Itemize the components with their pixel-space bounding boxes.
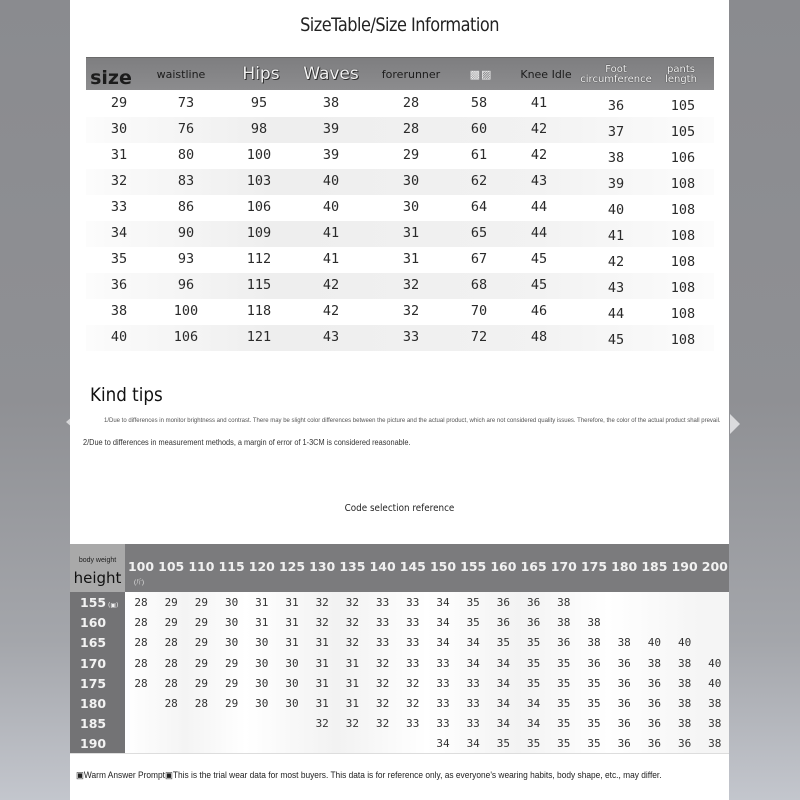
table-cell: 73 [177,95,195,111]
table-corner-label [70,544,125,592]
size-table-header-cell: Foot circumference [580,63,652,85]
table-row [86,91,714,117]
table-cell: 45 [530,277,548,293]
grid-cell: 32 [375,656,390,670]
size-table-header-cell: waistline [156,68,206,81]
code-grid [125,592,729,753]
grid-cell: 35 [526,636,541,650]
grid-cell: 28 [134,676,148,690]
grid-cell: 34 [466,636,480,650]
size-table-header-cell: size [90,67,132,89]
weight-header-cell: 105 [158,559,185,574]
grid-cell: 36 [496,616,511,630]
height-unit-label: (▣) [106,602,119,609]
table-row [86,117,714,143]
table-cell: 30 [110,121,128,137]
grid-cell: 29 [194,616,209,630]
table-cell: 39 [607,176,625,192]
grid-cell: 38 [617,636,631,650]
table-cell: 106 [246,199,272,215]
grid-cell: 34 [436,596,450,609]
grid-cell: 28 [164,636,178,650]
table-cell: 106 [173,329,199,345]
table-cell: 32 [110,173,128,189]
grid-cell: 36 [557,636,571,650]
height-value: 175 [80,675,107,691]
weight-header-cell: 175 [580,559,608,574]
right-arrow-decoration [730,414,740,434]
grid-cell: 34 [436,636,450,650]
grid-cell: 31 [315,656,329,670]
grid-cell: 28 [134,596,148,609]
table-cell: 44 [530,225,548,241]
grid-cell: 40 [708,656,722,670]
grid-cell: 29 [164,596,178,609]
weight-header-cell: 170 [550,559,577,574]
table-cell: 32 [402,303,420,319]
table-cell: 64 [470,199,488,215]
grid-cell: 28 [164,656,178,670]
weight-unit-label: (斤) [134,580,144,586]
grid-cell: 29 [194,676,209,690]
weight-header-cell: 140 [369,559,396,574]
grid-cell: 28 [164,676,178,690]
table-cell: 42 [530,147,548,163]
warm-answer-prompt: ▣Warm Answer Prompt▣This is the trial wear data for most buyers. This data is for reference only, as everyone's wearing habits, body shape, etc., may differ. [76,770,662,780]
grid-cell: 32 [375,676,390,690]
grid-cell: 33 [466,717,480,731]
table-row [86,273,714,299]
body-weight-label: body weight [78,557,117,564]
grid-cell: 38 [677,697,692,710]
grid-cell: 38 [677,676,692,690]
table-cell: 67 [470,251,488,267]
grid-cell: 38 [557,616,571,630]
grid-cell: 38 [708,717,722,731]
grid-cell: 29 [194,636,209,650]
page-title: SizeTable/Size Information [300,14,499,36]
grid-cell: 38 [587,636,601,650]
grid-cell: 32 [345,616,360,630]
grid-cell: 36 [617,697,631,710]
table-cell: 33 [110,199,128,215]
weight-header-cell: 180 [611,559,638,574]
table-row [86,247,714,273]
table-cell: 41 [607,228,625,244]
height-row-label [80,595,120,610]
grid-cell: 33 [406,717,420,731]
height-row-label [80,656,120,671]
grid-cell: 29 [194,596,209,609]
grid-cell: 35 [466,616,480,630]
grid-cell: 33 [466,676,480,690]
grid-cell: 33 [406,656,420,670]
size-table-header [86,57,714,90]
grid-cell: 36 [617,737,631,751]
grid-cell: 38 [708,697,722,710]
table-cell: 28 [402,121,420,137]
grid-cell: 31 [255,596,269,609]
grid-cell: 36 [677,737,692,751]
table-cell: 41 [530,95,548,111]
grid-cell: 31 [285,636,299,650]
grid-cell: 36 [617,717,631,731]
grid-cell: 34 [466,656,480,670]
table-cell: 68 [470,277,488,293]
table-cell: 93 [177,251,195,267]
weight-header-cell: 155 [460,559,487,574]
grid-cell: 32 [315,596,329,609]
table-row [86,195,714,221]
grid-cell: 30 [285,676,299,690]
grid-cell: 31 [285,596,299,609]
table-cell: 95 [250,95,268,111]
height-row-label [80,615,120,630]
table-cell: 31 [110,147,128,163]
grid-cell: 33 [436,676,450,690]
weight-header-cell: 110 [188,559,215,574]
table-cell: 35 [110,251,128,267]
table-cell: 40 [322,199,340,215]
height-row-label [80,635,120,650]
grid-cell: 38 [587,616,601,630]
table-cell: 121 [246,329,272,345]
weight-header-cell: 125 [278,559,306,574]
grid-cell: 32 [315,717,329,731]
table-cell: 90 [177,225,195,241]
grid-cell: 28 [194,697,209,710]
grid-cell: 30 [255,636,269,650]
grid-cell: 35 [587,697,601,710]
table-cell: 33 [402,329,420,345]
height-value: 185 [80,716,107,732]
size-table-header-cell: Hips [242,64,280,84]
table-cell: 61 [470,147,488,163]
grid-cell: 36 [526,616,541,630]
table-cell: 40 [322,173,340,189]
table-cell: 106 [670,150,696,166]
tip-2: 2/Due to differences in measurement methods, a margin of error of 1-3CM is considered reasonable. [83,438,411,447]
grid-cell: 33 [436,656,450,670]
grid-cell: 36 [617,656,631,670]
height-row-label [80,716,120,731]
grid-cell: 40 [647,636,662,650]
table-cell: 32 [402,277,420,293]
grid-cell: 32 [345,596,360,609]
grid-cell: 35 [526,676,541,690]
grid-cell: 35 [557,717,571,731]
table-cell: 44 [607,306,625,322]
height-column [70,592,125,753]
grid-cell: 34 [496,676,511,690]
grid-cell: 35 [587,737,601,751]
table-cell: 105 [670,98,696,114]
table-cell: 83 [177,173,195,189]
weight-header-cell: 160 [490,559,517,574]
grid-cell: 33 [466,697,480,710]
table-cell: 118 [246,303,272,319]
grid-cell: 35 [557,656,571,670]
table-cell: 43 [530,173,548,189]
grid-cell: 36 [587,656,601,670]
grid-cell: 36 [647,676,662,690]
grid-cell: 34 [466,737,480,751]
table-cell: 109 [246,225,272,241]
grid-cell: 29 [164,616,178,630]
grid-cell: 33 [436,717,450,731]
grid-cell: 28 [134,616,148,630]
table-cell: 37 [607,124,625,140]
table-cell: 108 [670,332,696,348]
table-cell: 38 [110,303,128,319]
table-cell: 108 [670,202,696,218]
grid-cell: 30 [285,656,299,670]
grid-cell: 29 [194,656,209,670]
table-cell: 44 [530,199,548,215]
table-cell: 112 [246,251,272,267]
height-value: 170 [80,655,107,671]
weight-header-cell: 100 [127,559,155,574]
grid-cell: 36 [617,676,631,690]
height-label: height [73,569,122,587]
table-cell: 103 [246,173,272,189]
table-cell: 115 [246,277,272,293]
grid-cell: 35 [526,656,541,670]
divider [70,753,729,754]
weight-header-row [125,544,729,592]
grid-cell: 40 [677,636,692,650]
grid-cell: 29 [224,697,239,710]
table-cell: 38 [607,150,625,166]
table-cell: 98 [250,121,268,137]
grid-cell: 34 [526,697,541,710]
table-cell: 65 [470,225,488,241]
grid-cell: 30 [224,596,239,609]
table-cell: 86 [177,199,195,215]
grid-cell: 35 [557,697,571,710]
height-row-label [80,676,120,691]
table-cell: 96 [177,277,195,293]
grid-cell: 40 [708,676,722,690]
table-cell: 30 [402,199,420,215]
table-cell: 31 [402,251,420,267]
table-cell: 72 [470,329,488,345]
height-value: 155 [80,595,107,610]
size-chart-panel [70,0,729,800]
table-cell: 41 [322,225,340,241]
table-cell: 36 [110,277,128,293]
size-table-header-cell: ▩▨ [469,68,493,81]
grid-cell: 35 [496,737,511,751]
table-row [86,143,714,169]
table-cell: 48 [530,329,548,345]
table-cell: 34 [110,225,128,241]
table-cell: 60 [470,121,488,137]
grid-cell: 32 [315,616,329,630]
height-value: 165 [80,635,107,651]
table-row [86,221,714,247]
weight-header-cell: 190 [671,559,698,574]
grid-cell: 30 [255,697,269,710]
grid-cell: 31 [345,697,360,710]
grid-cell: 34 [526,717,541,731]
table-cell: 58 [470,95,488,111]
grid-cell: 32 [345,636,360,650]
table-cell: 39 [322,147,340,163]
grid-cell: 28 [134,636,148,650]
height-value: 190 [80,736,107,752]
grid-cell: 36 [647,717,662,731]
table-cell: 76 [177,121,195,137]
grid-cell: 30 [224,636,239,650]
table-cell: 29 [402,147,420,163]
size-table-header-cell: forerunner [381,68,441,81]
weight-header-cell: 150 [429,559,457,574]
grid-cell: 36 [647,697,662,710]
grid-cell: 36 [526,596,541,609]
grid-cell: 33 [375,616,390,630]
grid-cell: 31 [285,616,299,630]
weight-header-cell: 130 [309,559,336,574]
grid-cell: 30 [224,616,239,630]
grid-cell: 38 [677,656,692,670]
table-cell: 39 [322,121,340,137]
tip-1: 1/Due to differences in monitor brightness and contrast. There may be slight color differences between the picture and the actual product, which are not considered quality issues. Therefore, the color of the actual product shall prevail. [104,418,721,424]
grid-cell: 34 [496,697,511,710]
table-cell: 43 [607,280,625,296]
size-table-header-cell: Knee Idle [520,68,572,81]
table-cell: 28 [402,95,420,111]
grid-cell: 35 [557,676,571,690]
table-cell: 70 [470,303,488,319]
grid-cell: 33 [375,596,390,609]
grid-cell: 29 [224,656,239,670]
weight-header-cell: 145 [399,559,426,574]
grid-cell: 33 [375,636,390,650]
table-cell: 42 [607,254,625,270]
grid-cell: 33 [436,697,450,710]
weight-header-cell: 135 [339,559,366,574]
size-table-header-cell: pants length [665,63,697,85]
grid-cell: 30 [255,656,269,670]
table-cell: 29 [110,95,128,111]
table-cell: 40 [110,329,128,345]
grid-cell: 38 [677,717,692,731]
table-cell: 108 [670,254,696,270]
size-table-header-cell: Waves [303,64,359,84]
grid-cell: 31 [315,697,329,710]
table-cell: 31 [402,225,420,241]
grid-cell: 35 [587,676,601,690]
table-cell: 30 [402,173,420,189]
grid-cell: 28 [134,656,148,670]
table-cell: 42 [322,277,340,293]
table-cell: 42 [322,303,340,319]
grid-cell: 35 [466,596,480,609]
table-row [86,299,714,325]
grid-cell: 29 [224,676,239,690]
height-row-label [80,736,120,751]
table-cell: 41 [322,251,340,267]
table-cell: 36 [607,98,625,114]
table-cell: 108 [670,228,696,244]
grid-cell: 35 [557,737,571,751]
table-row [86,169,714,195]
grid-cell: 34 [496,717,511,731]
grid-cell: 32 [345,717,360,731]
table-cell: 108 [670,280,696,296]
grid-cell: 31 [345,656,360,670]
height-value: 180 [80,696,107,711]
table-cell: 43 [322,329,340,345]
grid-cell: 32 [375,717,390,731]
grid-cell: 34 [496,656,511,670]
grid-cell: 38 [647,656,662,670]
table-cell: 45 [530,251,548,267]
grid-cell: 38 [708,737,722,751]
grid-cell: 36 [647,737,662,751]
table-cell: 40 [607,202,625,218]
weight-header-cell: 200 [701,559,728,574]
grid-cell: 34 [436,616,450,630]
table-cell: 100 [173,303,199,319]
table-cell: 80 [177,147,195,163]
grid-cell: 31 [315,676,329,690]
table-cell: 108 [670,176,696,192]
weight-header-cell: 185 [641,559,668,574]
table-cell: 45 [607,332,625,348]
grid-cell: 28 [164,697,178,710]
code-selection-title: Code selection reference [344,503,455,514]
grid-cell: 33 [406,596,420,609]
grid-cell: 33 [406,616,420,630]
height-value: 160 [80,615,107,631]
grid-cell: 30 [285,697,299,710]
grid-cell: 38 [557,596,571,609]
grid-cell: 34 [436,737,450,751]
table-cell: 108 [670,306,696,322]
weight-header-cell: 120 [248,559,275,574]
grid-cell: 35 [496,636,511,650]
grid-cell: 32 [375,697,390,710]
grid-cell: 32 [406,676,420,690]
table-row [86,325,714,351]
grid-cell: 31 [315,636,329,650]
table-cell: 42 [530,121,548,137]
table-cell: 46 [530,303,548,319]
height-row-label [80,696,120,711]
grid-cell: 30 [255,676,269,690]
table-cell: 38 [322,95,340,111]
table-cell: 100 [246,147,272,163]
grid-cell: 32 [406,697,420,710]
grid-cell: 31 [345,676,360,690]
grid-cell: 35 [587,717,601,731]
table-cell: 105 [670,124,696,140]
grid-cell: 36 [496,596,511,609]
weight-header-cell: 115 [218,559,245,574]
grid-cell: 35 [526,737,541,751]
kind-tips-title: Kind tips [90,384,163,406]
grid-cell: 31 [255,616,269,630]
table-cell: 62 [470,173,488,189]
weight-header-cell: 165 [520,559,547,574]
grid-cell: 33 [406,636,420,650]
